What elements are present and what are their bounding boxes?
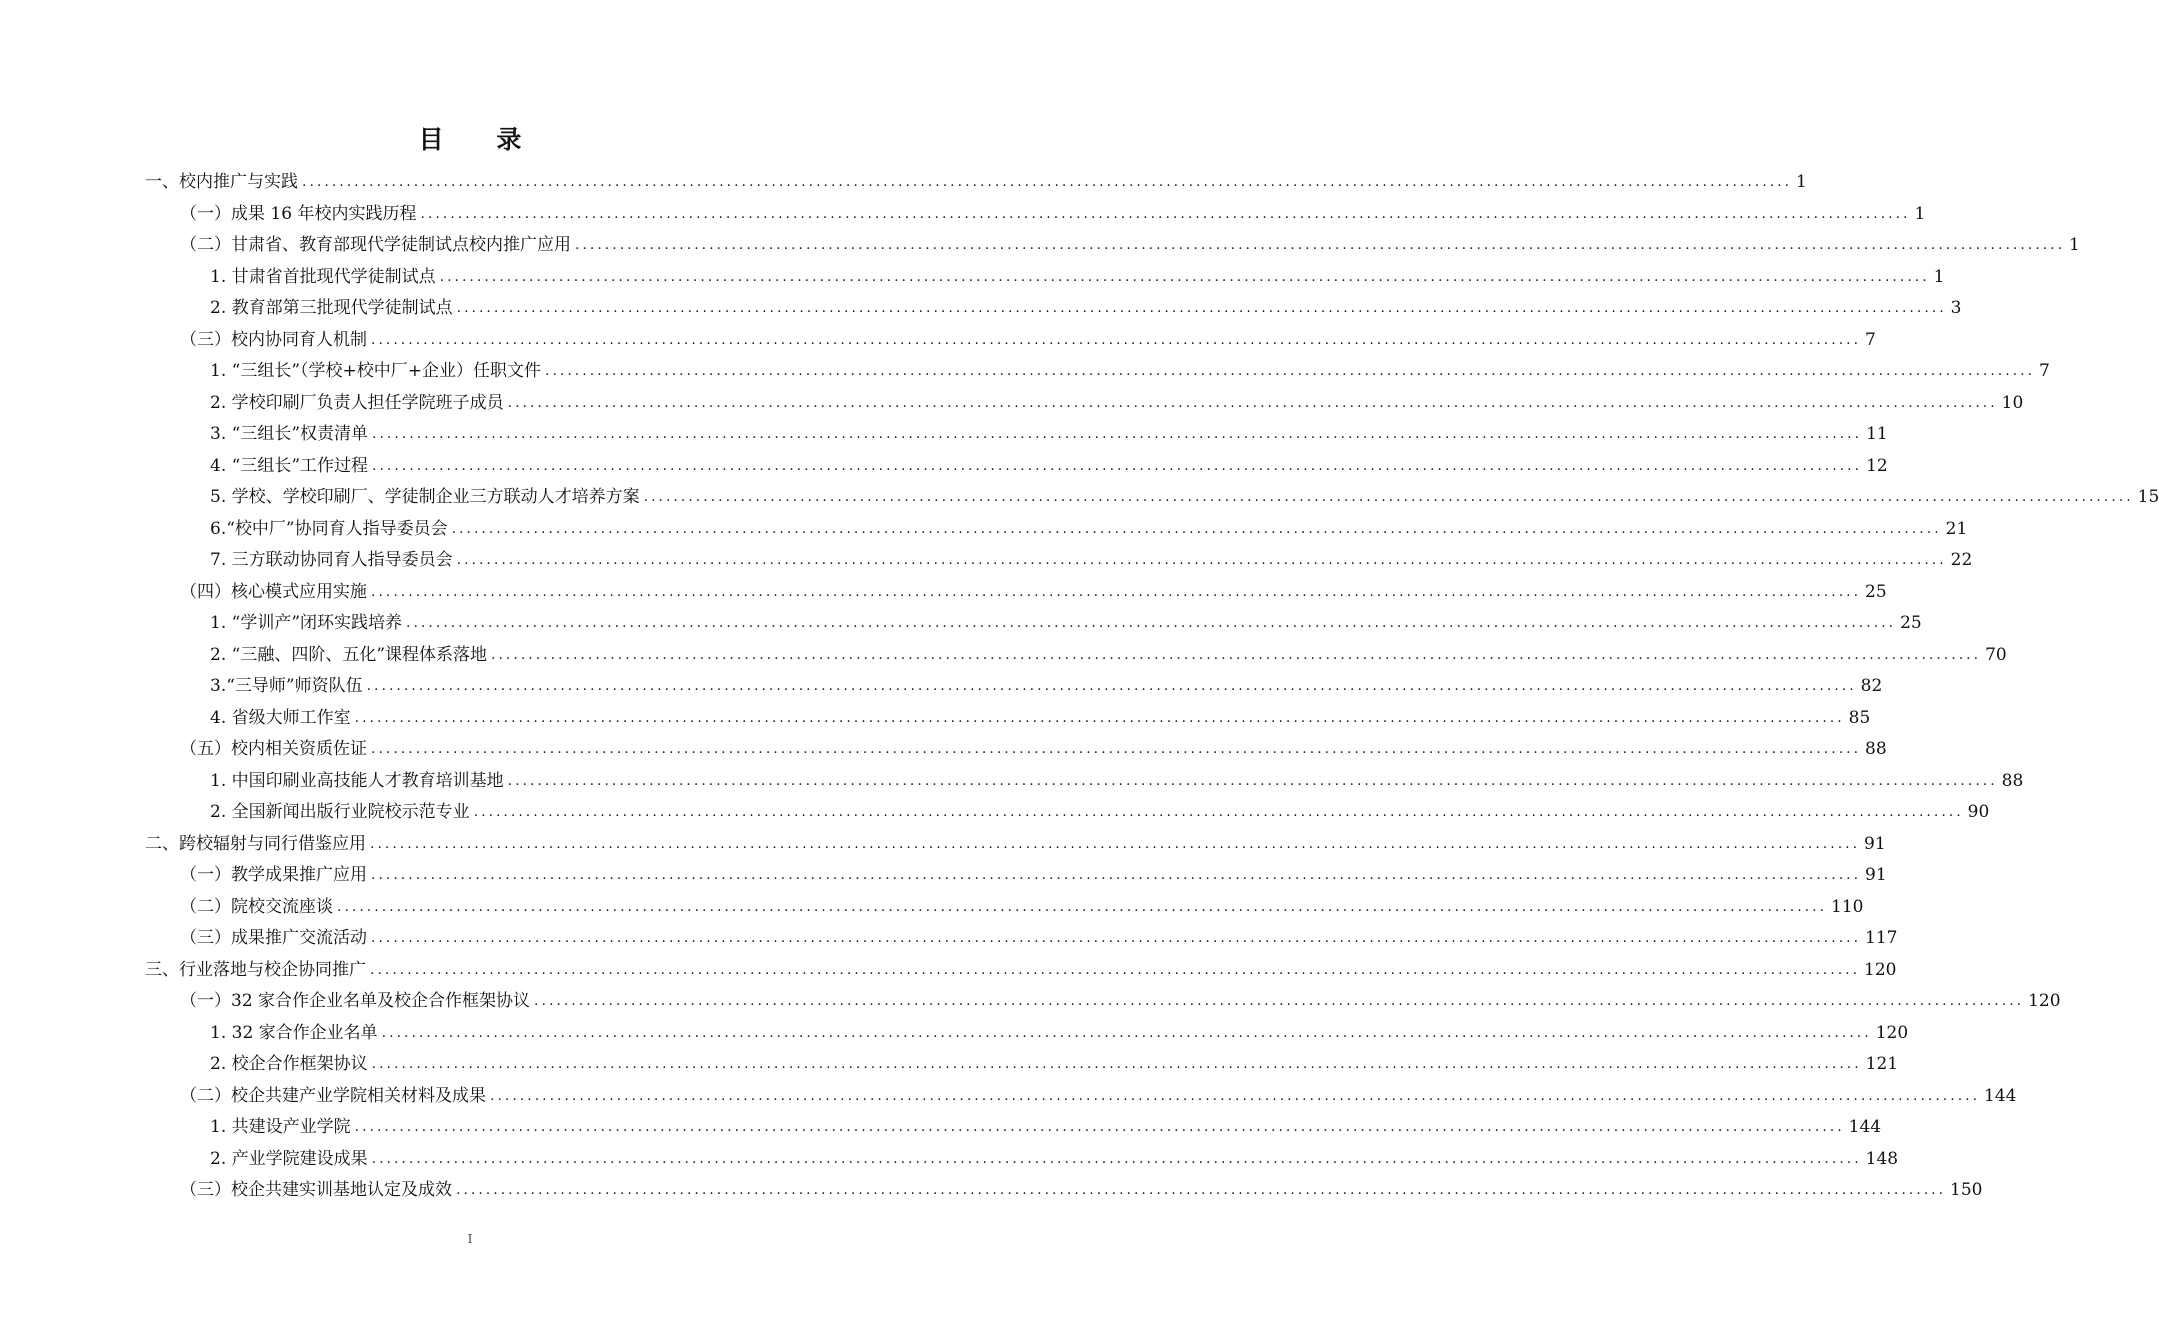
toc-entry-title: 1. “学训产”闭环实践培养 bbox=[210, 613, 403, 633]
toc-entry-title: （三）成果推广交流活动 bbox=[180, 928, 367, 948]
toc-entry-title: 一、校内推广与实践 bbox=[145, 172, 298, 192]
toc-leader-dots: ........................................................................................................................................................................................................ bbox=[371, 867, 1862, 883]
toc-entry-page: 1 bbox=[1796, 172, 1807, 192]
toc-entry-title: （二）校企共建产业学院相关材料及成果 bbox=[180, 1085, 486, 1106]
toc-entry-title: 7. 三方联动协同育人指导委员会 bbox=[210, 550, 453, 570]
toc-entry[interactable] bbox=[210, 482, 2159, 512]
toc-leader-dots: ........................................................................................................................................................................................................ bbox=[456, 300, 1947, 316]
toc-entry-title: （三）校内协同育人机制 bbox=[180, 329, 367, 350]
toc-leader-dots: ........................................................................................................................................................................................................ bbox=[366, 678, 1857, 694]
toc-entry-page: 85 bbox=[1848, 707, 1871, 728]
toc-leader-dots: ........................................................................................................................................................................................................ bbox=[406, 615, 1897, 631]
toc-entry[interactable] bbox=[210, 703, 1871, 733]
toc-entry[interactable] bbox=[180, 986, 2061, 1016]
toc-entry[interactable] bbox=[180, 325, 1876, 355]
toc-entry[interactable] bbox=[180, 1175, 1983, 1205]
toc-leader-dots: ........................................................................................................................................................................................................ bbox=[381, 1024, 1872, 1041]
toc-entry-page: 120 bbox=[1864, 959, 1897, 980]
toc-entry-title: （一）成果 16 年校内实践历程 bbox=[180, 203, 417, 224]
toc-leader-dots: ........................................................................................................................................................................................................ bbox=[371, 331, 1862, 348]
toc-entry-title: 1. 32 家合作企业名单 bbox=[210, 1022, 378, 1043]
toc-leader-dots: ........................................................................................................................................................................................................ bbox=[372, 426, 1863, 442]
toc-leader-dots: ........................................................................................................................................................................................................ bbox=[354, 709, 1845, 726]
toc-leader-dots: ........................................................................................................................................................................................................ bbox=[575, 237, 2066, 253]
toc-leader-dots: ........................................................................................................................................................................................................ bbox=[371, 583, 1862, 600]
toc-leader-dots: ........................................................................................................................................................................................................ bbox=[372, 457, 1863, 474]
toc-entry-title: 2. 全国新闻出版行业院校示范专业 bbox=[210, 802, 470, 822]
toc-entry-page: 90 bbox=[1967, 802, 1990, 822]
page-number: I bbox=[467, 1232, 473, 1246]
toc-entry-page: 1 bbox=[1933, 266, 1945, 287]
toc-entry-page: 121 bbox=[1865, 1054, 1899, 1074]
toc-entry-page: 22 bbox=[1950, 550, 1973, 570]
toc-leader-dots: ........................................................................................................................................................................................................ bbox=[491, 646, 1982, 663]
toc-entry-page: 150 bbox=[1950, 1180, 1983, 1200]
toc-entry[interactable] bbox=[180, 199, 1926, 229]
toc-entry-page: 25 bbox=[1900, 613, 1922, 633]
toc-entry-page: 88 bbox=[2001, 770, 2024, 791]
toc-leader-dots: ........................................................................................................................................................................................................ bbox=[371, 1150, 1862, 1167]
toc-entry-page: 120 bbox=[2028, 991, 2061, 1011]
toc-entry[interactable] bbox=[210, 451, 1888, 481]
toc-entry[interactable] bbox=[210, 766, 2024, 796]
toc-entry[interactable] bbox=[210, 608, 1922, 638]
toc-entry-title: （三）校企共建实训基地认定及成效 bbox=[180, 1180, 452, 1200]
toc-leader-dots: ........................................................................................................................................................................................................ bbox=[456, 552, 1947, 568]
toc-leader-dots: ........................................................................................................................................................................................................ bbox=[643, 489, 2134, 505]
toc-entry[interactable] bbox=[210, 1112, 1882, 1142]
toc-entry-page: 11 bbox=[1866, 424, 1888, 444]
toc-leader-dots: ........................................................................................................................................................................................................ bbox=[545, 363, 2036, 379]
toc-entry-page: 148 bbox=[1865, 1148, 1899, 1169]
toc-entry[interactable] bbox=[180, 230, 2080, 260]
toc-entry-page: 10 bbox=[2001, 392, 2024, 413]
toc-entry-title: 1. 甘肃省首批现代学徒制试点 bbox=[210, 266, 436, 287]
toc-entry-title: 1. 中国印刷业高技能人才教育培训基地 bbox=[210, 770, 504, 791]
toc-entry-page: 91 bbox=[1864, 833, 1886, 854]
toc-entry-page: 91 bbox=[1865, 865, 1887, 885]
toc-leader-dots: ........................................................................................................................................................................................................ bbox=[473, 804, 1964, 820]
toc-entry-title: 1. “三组长”（学校+校中厂+企业）任职文件 bbox=[210, 361, 541, 381]
toc-entry-title: 4. 省级大师工作室 bbox=[210, 707, 351, 728]
toc-entry[interactable] bbox=[210, 293, 1962, 323]
toc-leader-dots: ........................................................................................................................................................................................................ bbox=[507, 394, 1998, 411]
toc-entry[interactable] bbox=[210, 545, 1973, 575]
toc-entry-title: 3.“三导师”师资队伍 bbox=[210, 676, 363, 696]
toc-entry-title: 二、跨校辐射与同行借鉴应用 bbox=[145, 833, 366, 854]
page-title: 目 录 bbox=[418, 125, 544, 154]
toc-entry-title: 2. 校企合作框架协议 bbox=[210, 1054, 368, 1074]
toc-leader-dots: ........................................................................................................................................................................................................ bbox=[490, 1087, 1981, 1104]
toc-entry-title: （四）核心模式应用实施 bbox=[180, 581, 367, 602]
toc-entry[interactable] bbox=[180, 923, 1898, 953]
toc-entry[interactable] bbox=[145, 829, 1886, 859]
toc-entry-title: 2. 教育部第三批现代学徒制试点 bbox=[210, 298, 453, 318]
toc-entry-title: 三、行业落地与校企协同推广 bbox=[145, 959, 366, 980]
toc-leader-dots: ........................................................................................................................................................................................................ bbox=[534, 993, 2025, 1009]
toc-entry[interactable] bbox=[210, 514, 1968, 544]
toc-entry[interactable] bbox=[210, 1018, 1909, 1048]
toc-leader-dots: ........................................................................................................................................................................................................ bbox=[456, 1182, 1947, 1198]
toc-entry[interactable] bbox=[180, 1081, 2017, 1111]
toc-leader-dots: ........................................................................................................................................................................................................ bbox=[302, 174, 1793, 190]
toc-entry-page: 88 bbox=[1865, 739, 1887, 759]
toc-entry-title: （一）教学成果推广应用 bbox=[180, 865, 367, 885]
toc-entry-page: 110 bbox=[1831, 896, 1864, 917]
toc-entry-page: 7 bbox=[2039, 361, 2050, 381]
toc-entry-title: （一）32 家合作企业名单及校企合作框架协议 bbox=[180, 991, 531, 1011]
toc-entry-title: 3. “三组长”权责清单 bbox=[210, 424, 369, 444]
toc-entry[interactable] bbox=[145, 955, 1897, 985]
toc-entry-page: 144 bbox=[1848, 1117, 1882, 1137]
toc-entry-title: （五）校内相关资质佐证 bbox=[180, 739, 367, 759]
toc-entry[interactable] bbox=[210, 1144, 1899, 1174]
toc-entry-title: 6.“校中厂”协同育人指导委员会 bbox=[210, 518, 448, 539]
toc-entry-page: 12 bbox=[1866, 455, 1888, 476]
toc-leader-dots: ........................................................................................................................................................................................................ bbox=[451, 520, 1942, 537]
toc-entry-page: 70 bbox=[1985, 644, 2007, 665]
toc-entry[interactable] bbox=[210, 640, 2007, 670]
toc-leader-dots: ........................................................................................................................................................................................................ bbox=[370, 961, 1861, 978]
toc-entry[interactable] bbox=[210, 388, 2024, 418]
toc-entry-page: 1 bbox=[2069, 235, 2080, 255]
toc-entry[interactable] bbox=[145, 167, 1807, 197]
toc-entry-page: 7 bbox=[1865, 329, 1876, 350]
toc-leader-dots: ........................................................................................................................................................................................................ bbox=[371, 1056, 1862, 1072]
toc-entry-title: 2. “三融、四阶、五化”课程体系落地 bbox=[210, 644, 488, 665]
toc-entry-page: 21 bbox=[1945, 518, 1968, 539]
toc-entry[interactable] bbox=[210, 797, 1990, 827]
toc-entry[interactable] bbox=[180, 577, 1887, 607]
toc-leader-dots: ........................................................................................................................................................................................................ bbox=[371, 930, 1862, 946]
toc-entry-page: 3 bbox=[1950, 298, 1962, 318]
toc-leader-dots: ........................................................................................................................................................................................................ bbox=[354, 1119, 1845, 1135]
toc-entry-title: 5. 学校、学校印刷厂、学徒制企业三方联动人才培养方案 bbox=[210, 487, 640, 507]
toc-entry[interactable] bbox=[180, 892, 1864, 922]
toc-entry[interactable] bbox=[210, 671, 1883, 701]
toc-leader-dots: ........................................................................................................................................................................................................ bbox=[420, 205, 1911, 222]
toc-entry[interactable] bbox=[210, 356, 2050, 386]
toc-entry-title: （二）甘肃省、教育部现代学徒制试点校内推广应用 bbox=[180, 235, 571, 255]
toc-entry-title: （二）院校交流座谈 bbox=[180, 896, 333, 917]
toc-entry-page: 82 bbox=[1860, 676, 1883, 696]
toc-entry-page: 25 bbox=[1865, 581, 1887, 602]
toc-entry-title: 2. 产业学院建设成果 bbox=[210, 1148, 368, 1169]
toc-entry-page: 144 bbox=[1984, 1085, 2017, 1106]
toc-leader-dots: ........................................................................................................................................................................................................ bbox=[370, 835, 1861, 852]
toc-entry-page: 1 bbox=[1914, 203, 1926, 224]
toc-leader-dots: ........................................................................................................................................................................................................ bbox=[337, 898, 1828, 915]
toc-entry-title: 2. 学校印刷厂负责人担任学院班子成员 bbox=[210, 392, 504, 413]
toc-entry-title: 4. “三组长”工作过程 bbox=[210, 455, 369, 476]
toc-entry-page: 120 bbox=[1875, 1022, 1909, 1043]
toc-entry-page: 15 bbox=[2137, 487, 2159, 507]
toc-entry[interactable] bbox=[180, 860, 1887, 890]
toc-leader-dots: ........................................................................................................................................................................................................ bbox=[371, 741, 1862, 757]
toc-entry[interactable] bbox=[210, 1049, 1899, 1079]
toc-entry-page: 117 bbox=[1865, 928, 1898, 948]
toc-entry-title: 1. 共建设产业学院 bbox=[210, 1117, 351, 1137]
toc-entry[interactable] bbox=[210, 262, 1945, 292]
toc-entry[interactable] bbox=[180, 734, 1887, 764]
toc-entry[interactable] bbox=[210, 419, 1888, 449]
toc-leader-dots: ........................................................................................................................................................................................................ bbox=[507, 772, 1998, 789]
toc-leader-dots: ........................................................................................................................................................................................................ bbox=[439, 268, 1930, 285]
